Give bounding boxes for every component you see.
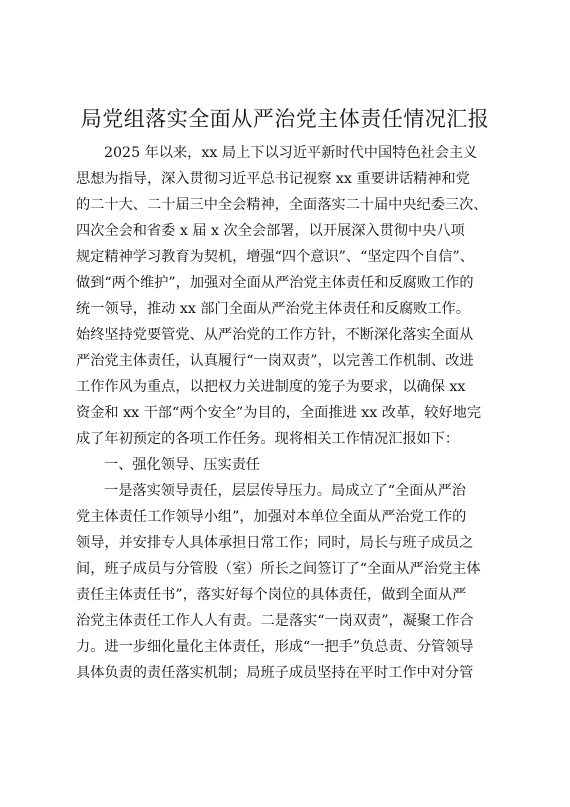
section-heading: 一、强化领导、压实责任 — [104, 457, 261, 473]
document-body — [76, 140, 496, 686]
paragraph-line: 具体负责的责任落实机制；局班子成员坚持在平时工作中对分管 — [76, 665, 474, 681]
document-title: 局党组落实全面从严治党主体责任情况汇报 — [80, 107, 490, 131]
paragraph-line: 力。进一步细化量化主体责任，形成“一把手”负总责、分管领导 — [76, 639, 474, 655]
paragraph-line: 四次全会和省委 x 届 x 次全会部署，以开展深入贯彻中央八项 — [76, 223, 465, 239]
paragraph-line: 统一领导，推动 xx 部门全面从严治党主体责任和反腐败工作。 — [76, 301, 470, 317]
paragraph-line: 责任主体责任书”，落实好每个岗位的具体责任，做到全面从严 — [76, 587, 467, 603]
paragraph-line: 始终坚持党要管党、从严治党的工作方针，不断深化落实全面从 — [76, 327, 474, 343]
paragraph-line: 做到“两个维护”，加强对全面从严治党主体责任和反腐败工作的 — [76, 275, 474, 291]
paragraph-line: 的二十大、二十届三中全会精神，全面落实二十届中央纪委三次、 — [76, 197, 488, 213]
paragraph-line: 工作作风为重点，以把权力关进制度的笼子为要求，以确保 xx — [76, 379, 466, 395]
paragraph-line: 间，班子成员与分管股（室）所长之间签订了“全面从严治党主体 — [76, 561, 481, 577]
paragraph-line: 治党主体责任工作人人有责。二是落实“一岗双责”，凝聚工作合 — [76, 613, 474, 629]
paragraph-line: 严治党主体责任，认真履行“一岗双责”，以完善工作机制、改进 — [76, 353, 474, 369]
paragraph-line: 党主体责任工作领导小组”，加强对本单位全面从严治党工作的 — [76, 509, 467, 525]
paragraph-line: 2025 年以来，xx 局上下以习近平新时代中国特色社会主义 — [104, 145, 478, 161]
paragraph-line: 成了年初预定的各项工作任务。现将相关工作情况汇报如下： — [76, 431, 460, 447]
paragraph-line: 资金和 xx 干部“两个安全”为目的，全面推进 xx 改革，较好地完 — [76, 405, 482, 421]
paragraph-line: 规定精神学习教育为契机，增强“四个意识”、“坚定四个自信”、 — [76, 249, 474, 265]
paragraph-line: 一是落实领导责任，层层传导压力。局成立了“全面从严治 — [104, 483, 466, 499]
paragraph-line: 思想为指导，深入贯彻习近平总书记视察 xx 重要讲话精神和党 — [76, 171, 470, 187]
paragraph-line: 领导，并安排专人具体承担日常工作；同时，局长与班子成员之 — [76, 535, 474, 551]
